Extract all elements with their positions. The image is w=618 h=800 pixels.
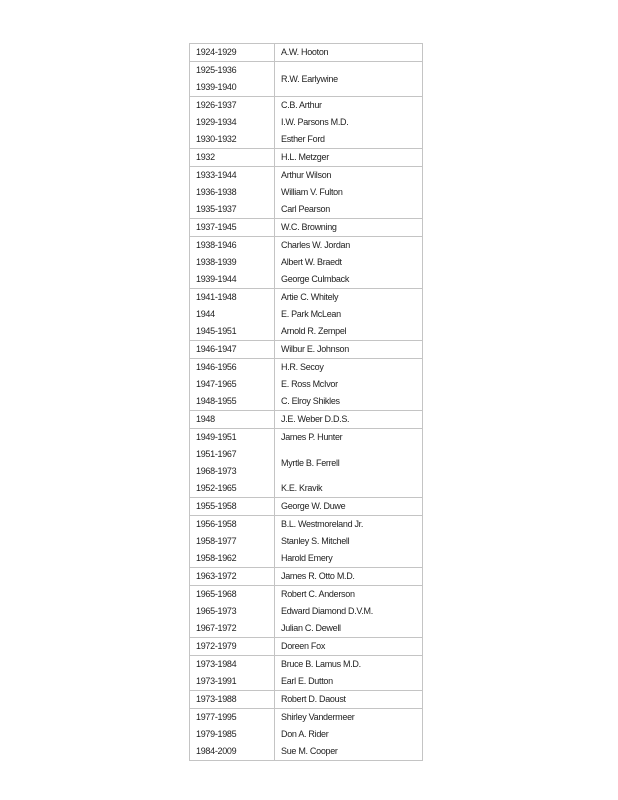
service-years: 1963-1972 — [196, 571, 237, 581]
years-cell — [190, 691, 275, 709]
name-cell — [275, 359, 423, 411]
member-name: Earl E. Dutton — [281, 676, 333, 686]
service-years: 1973-1988 — [196, 694, 237, 704]
years-cell — [190, 219, 275, 237]
roster-group-row — [190, 429, 423, 498]
service-years: 1973-1984 — [196, 659, 237, 669]
name-cell — [275, 516, 423, 568]
name-cell — [275, 289, 423, 341]
member-name: Stanley S. Mitchell — [281, 536, 350, 546]
member-name: A.W. Hooton — [281, 47, 329, 57]
service-years: 1925-1936 — [196, 65, 237, 75]
service-years: 1933-1944 — [196, 170, 237, 180]
member-name: Shirley Vandermeer — [281, 712, 355, 722]
member-name: Carl Pearson — [281, 204, 330, 214]
roster-group-row — [190, 656, 423, 691]
roster-group-row — [190, 359, 423, 411]
service-years: 1967-1972 — [196, 623, 237, 633]
name-cell — [275, 219, 423, 237]
service-years: 1946-1947 — [196, 344, 237, 354]
roster-group-row — [190, 568, 423, 586]
member-name: James P. Hunter — [281, 432, 343, 442]
member-name: Arnold R. Zempel — [281, 326, 347, 336]
name-cell — [275, 341, 423, 359]
service-years: 1977-1995 — [196, 712, 237, 722]
member-name: Albert W. Braedt — [281, 257, 342, 267]
name-cell — [275, 691, 423, 709]
years-cell — [190, 638, 275, 656]
member-name: J.E. Weber D.D.S. — [281, 414, 350, 424]
member-name: R.W. Earlywine — [281, 74, 338, 84]
service-years: 1979-1985 — [196, 729, 237, 739]
member-name: Bruce B. Lamus M.D. — [281, 659, 361, 669]
member-name: William V. Fulton — [281, 187, 343, 197]
name-cell — [275, 167, 423, 219]
name-cell — [275, 97, 423, 149]
member-name: E. Ross McIvor — [281, 379, 338, 389]
roster-group-row — [190, 44, 423, 62]
years-cell — [190, 516, 275, 568]
service-roster-table — [189, 43, 423, 761]
name-cell — [275, 586, 423, 638]
member-name: Harold Emery — [281, 553, 333, 563]
years-cell — [190, 167, 275, 219]
member-name: James R. Otto M.D. — [281, 571, 355, 581]
service-years: 1939-1944 — [196, 274, 237, 284]
service-years: 1973-1991 — [196, 676, 237, 686]
roster-group-row — [190, 638, 423, 656]
member-name: C.B. Arthur — [281, 100, 322, 110]
service-years: 1958-1977 — [196, 536, 237, 546]
name-cell — [275, 411, 423, 429]
roster-group-row — [190, 586, 423, 638]
service-years: 1946-1956 — [196, 362, 237, 372]
years-cell — [190, 429, 275, 498]
member-name: Robert C. Anderson — [281, 589, 355, 599]
years-cell — [190, 149, 275, 167]
years-cell — [190, 568, 275, 586]
name-cell — [275, 237, 423, 289]
member-name: Arthur Wilson — [281, 170, 332, 180]
roster-group-row — [190, 341, 423, 359]
roster-group-row — [190, 62, 423, 97]
years-cell — [190, 586, 275, 638]
member-name: Sue M. Cooper — [281, 746, 338, 756]
service-years: 1949-1951 — [196, 432, 237, 442]
service-years: 1948 — [196, 414, 215, 424]
service-years: 1938-1946 — [196, 240, 237, 250]
member-name: Don A. Rider — [281, 729, 329, 739]
service-years: 1937-1945 — [196, 222, 237, 232]
roster-group-row — [190, 709, 423, 761]
service-years: 1944 — [196, 309, 215, 319]
member-name: Wilbur E. Johnson — [281, 344, 349, 354]
member-name: Julian C. Dewell — [281, 623, 341, 633]
name-cell — [275, 709, 423, 761]
years-cell — [190, 237, 275, 289]
service-years: 1952-1965 — [196, 483, 237, 493]
name-cell — [275, 44, 423, 62]
service-years: 1941-1948 — [196, 292, 237, 302]
service-years: 1945-1951 — [196, 326, 237, 336]
years-cell — [190, 97, 275, 149]
member-name: Robert D. Daoust — [281, 694, 346, 704]
roster-group-row — [190, 237, 423, 289]
name-cell — [275, 149, 423, 167]
roster-group-row — [190, 97, 423, 149]
roster-group-row — [190, 691, 423, 709]
member-name: C. Elroy Shikles — [281, 396, 340, 406]
years-cell — [190, 498, 275, 516]
roster-group-row — [190, 516, 423, 568]
roster-group-row — [190, 219, 423, 237]
years-cell — [190, 44, 275, 62]
service-years: 1984-2009 — [196, 746, 237, 756]
service-years: 1930-1932 — [196, 134, 237, 144]
member-name: George Culmback — [281, 274, 350, 284]
roster-group-row — [190, 149, 423, 167]
name-cell — [275, 638, 423, 656]
name-cell — [275, 429, 423, 498]
name-cell — [275, 62, 423, 97]
service-years: 1929-1934 — [196, 117, 237, 127]
member-name: B.L. Westmoreland Jr. — [281, 519, 364, 529]
years-cell — [190, 62, 275, 97]
service-years: 1956-1958 — [196, 519, 237, 529]
service-years: 1965-1973 — [196, 606, 237, 616]
service-years: 1936-1938 — [196, 187, 237, 197]
member-name: Edward Diamond D.V.M. — [281, 606, 373, 616]
years-cell — [190, 341, 275, 359]
service-years: 1935-1937 — [196, 204, 237, 214]
service-years: 1951-1967 — [196, 449, 237, 459]
member-name: Myrtle B. Ferrell — [281, 458, 340, 468]
service-years: 1938-1939 — [196, 257, 237, 267]
years-cell — [190, 709, 275, 761]
service-years: 1972-1979 — [196, 641, 237, 651]
service-years: 1948-1955 — [196, 396, 237, 406]
member-name: I.W. Parsons M.D. — [281, 117, 349, 127]
member-name: Charles W. Jordan — [281, 240, 350, 250]
service-years: 1926-1937 — [196, 100, 237, 110]
service-years: 1939-1940 — [196, 82, 237, 92]
service-years: 1947-1965 — [196, 379, 237, 389]
member-name: K.E. Kravik — [281, 483, 323, 493]
member-name: Esther Ford — [281, 134, 325, 144]
member-name: W.C. Browning — [281, 222, 337, 232]
service-years: 1955-1958 — [196, 501, 237, 511]
roster-group-row — [190, 498, 423, 516]
roster-group-row — [190, 289, 423, 341]
roster-group-row — [190, 167, 423, 219]
years-cell — [190, 656, 275, 691]
years-cell — [190, 359, 275, 411]
service-years: 1932 — [196, 152, 215, 162]
name-cell — [275, 568, 423, 586]
member-name: E. Park McLean — [281, 309, 341, 319]
member-name: George W. Duwe — [281, 501, 346, 511]
member-name: Doreen Fox — [281, 641, 326, 651]
name-cell — [275, 656, 423, 691]
member-name: H.R. Secoy — [281, 362, 324, 372]
member-name: H.L. Metzger — [281, 152, 329, 162]
roster-body — [190, 44, 423, 761]
years-cell — [190, 411, 275, 429]
service-years: 1958-1962 — [196, 553, 237, 563]
roster-group-row — [190, 411, 423, 429]
service-years: 1968-1973 — [196, 466, 237, 476]
service-years: 1924-1929 — [196, 47, 237, 57]
member-name: Artie C. Whitely — [281, 292, 339, 302]
name-cell — [275, 498, 423, 516]
years-cell — [190, 289, 275, 341]
service-years: 1965-1968 — [196, 589, 237, 599]
